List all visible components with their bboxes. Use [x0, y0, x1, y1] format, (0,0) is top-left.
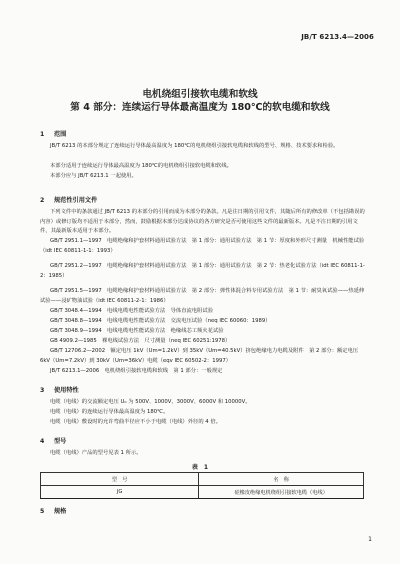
model-table — [40, 472, 364, 499]
doc-subtitle: 第 4 部分：连续运行导体最高温度为 180℃的软电缆和软线 — [70, 102, 330, 113]
section-title: 型号 — [54, 438, 67, 445]
normative-reference: GB/T 3048.9—1994 电线电缆电性能试验方法 绝缘线芯工频火花试验 — [50, 328, 224, 334]
normative-reference: GB/T 3048.4—1994 电线电缆电性能试验方法 导体直流电阻试验 — [50, 308, 213, 314]
use-paragraph: 电缆（电线）的交流额定电压 U₀ 为 500V、1000V、3000V、6000V 和 10000V。 — [50, 399, 251, 405]
use-paragraph: 电缆（电线）的连续运行导体最高温度为 180℃。 — [50, 409, 169, 415]
section-3-heading — [40, 385, 79, 394]
section-5-heading — [40, 506, 66, 515]
doc-number-header: JB/T 6213.4—2006 — [301, 33, 374, 41]
doc-title: 电机绕组引接软电缆和软线 — [142, 89, 258, 100]
section-number: 5 — [40, 508, 45, 515]
section-title: 规范性引用文件 — [54, 197, 98, 204]
normative-reference: JB/T 6213.1—2006 电机绕组引接软电缆和软线 第 1 部分：一般规定 — [50, 368, 223, 374]
normative-intro: 下列文件中的条款通过 JB/T 6213 的本部分的引用而成为本部分的条款。凡是注日期的引用文件，其随后所有的修改单（不包括勘误的内容）或修订版均不适用于本部分，然而，鼓励根据本部分达成协议的各方研究是否可使用这些文件的最新版本。凡是不注日期的引用文件，其最新版本适用于本部分。 — [40, 209, 365, 235]
table-caption: 表 1 — [191, 464, 209, 471]
use-paragraph: 电缆（电线）敷设时的允许弯曲半径应不小于电缆（电线）外径的 4 倍。 — [50, 419, 221, 425]
scope-paragraph: 本部分适用于连续运行导体最高温度为 180℃的电机绕组引接软电缆和软线。 — [50, 163, 232, 169]
table-header-row — [41, 473, 364, 486]
section-number: 3 — [40, 387, 45, 394]
section-number: 1 — [40, 131, 45, 138]
normative-reference: GB/T 2951.2—1997 电缆绝缘和护套材料通用试验方法 第 1 部分：通用试验方法 第 2 节：热老化试验方法（idt IEC 60811-1-2：1985） — [40, 263, 365, 279]
section-title: 规格 — [54, 508, 67, 515]
normative-reference: GB/T 3048.8—1994 电线电缆电性能试验方法 交流电压试验（neq IEC 60060：1989） — [50, 318, 271, 324]
table-row — [41, 486, 364, 499]
table-cell-name: 硅橡皮绝缘电机绕组引接软电缆（电线） — [199, 486, 364, 499]
section-4-heading — [40, 436, 66, 445]
scope-paragraph: JB/T 6213 的本部分规定了连续运行导体最高温度为 180℃的电机绕组引接软电缆和软线的型号、规格、技术要求和检验。 — [50, 143, 339, 149]
normative-reference: GB/T 2951.1—1997 电缆绝缘和护套材料通用试验方法 第 1 部分：通用试验方法 第 1 节：厚度和外形尺寸测量 机械性能试验（idt IEC 60811-1-1：1993） — [40, 238, 365, 254]
section-title: 范围 — [54, 131, 67, 138]
table-header-cell: 型 号 — [41, 473, 199, 486]
normative-reference: GB 4909.2—1985 裸电线试验方法 尺寸测量（neq IEC 60251:1978） — [50, 338, 231, 344]
normative-reference: GB/T 12706.2—2002 额定电压 1kV（Um=1.2kV）到 35kV（Um=40.5kV）挤包绝缘电力电缆及附件 第 2 部分：额定电压 6kV（Um=7.2kV）到 30kV（Um=36kV）电缆（eqv IEC 60502-2：1997） — [40, 348, 359, 364]
section-number: 4 — [40, 438, 45, 445]
page-number: 1 — [368, 536, 372, 543]
normative-reference: GB/T 2951.5—1997 电缆绝缘和护套材料通用试验方法 第 2 部分：弹性体混合料专用试验方法 第 1 节：耐臭氧试验——热延伸试验——浸矿物油试验（idt IEC 60811-2-1：1986） — [40, 288, 365, 304]
scope-paragraph: 本部分应与 JB/T 6213.1 一起使用。 — [50, 173, 137, 179]
section-1-heading — [40, 129, 66, 138]
section-2-heading — [40, 195, 97, 204]
table-cell-model: JG — [41, 486, 199, 499]
model-paragraph: 电缆（电线）产品的型号见表 1 所示。 — [50, 450, 142, 456]
section-number: 2 — [40, 197, 45, 204]
table-header-cell: 名 称 — [199, 473, 364, 486]
section-title: 使用特性 — [54, 387, 79, 394]
